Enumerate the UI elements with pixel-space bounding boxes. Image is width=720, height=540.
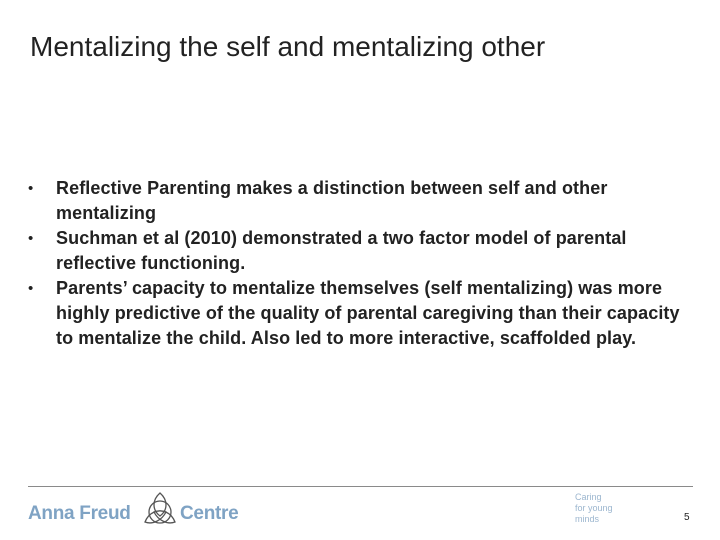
tagline-line: Caring <box>575 492 602 502</box>
logo-text-centre: Centre <box>180 503 239 524</box>
bullet-item <box>28 226 698 276</box>
tagline <box>575 492 645 525</box>
tagline-line: for young <box>575 503 613 513</box>
bullet-marker: • <box>28 230 34 247</box>
bullet-text: Suchman et al (2010) demonstrated a two factor model of parental reflective functioning. <box>56 228 627 273</box>
tagline-line: minds <box>575 514 600 524</box>
bullet-marker: • <box>28 180 34 197</box>
bullet-marker: • <box>28 280 34 297</box>
celtic-knot-icon <box>141 490 179 528</box>
footer-divider <box>28 486 693 487</box>
bullet-list <box>28 176 698 351</box>
bullet-item <box>28 176 698 226</box>
logo-text-anna-freud: Anna Freud <box>28 503 131 524</box>
bullet-text: Reflective Parenting makes a distinction between self and other mentalizing <box>56 178 608 223</box>
page-number: 5 <box>684 512 690 523</box>
anna-freud-logo <box>28 490 288 530</box>
bullet-item <box>28 276 698 351</box>
bullet-text: Parents’ capacity to mentalize themselves (self mentalizing) was more highly predictive of the quality of parental caregiving than their capacity to mentalize the child. Also led to more interactive, scaffolded play. <box>56 278 680 348</box>
slide-title: Mentalizing the self and mentalizing other <box>30 31 546 62</box>
